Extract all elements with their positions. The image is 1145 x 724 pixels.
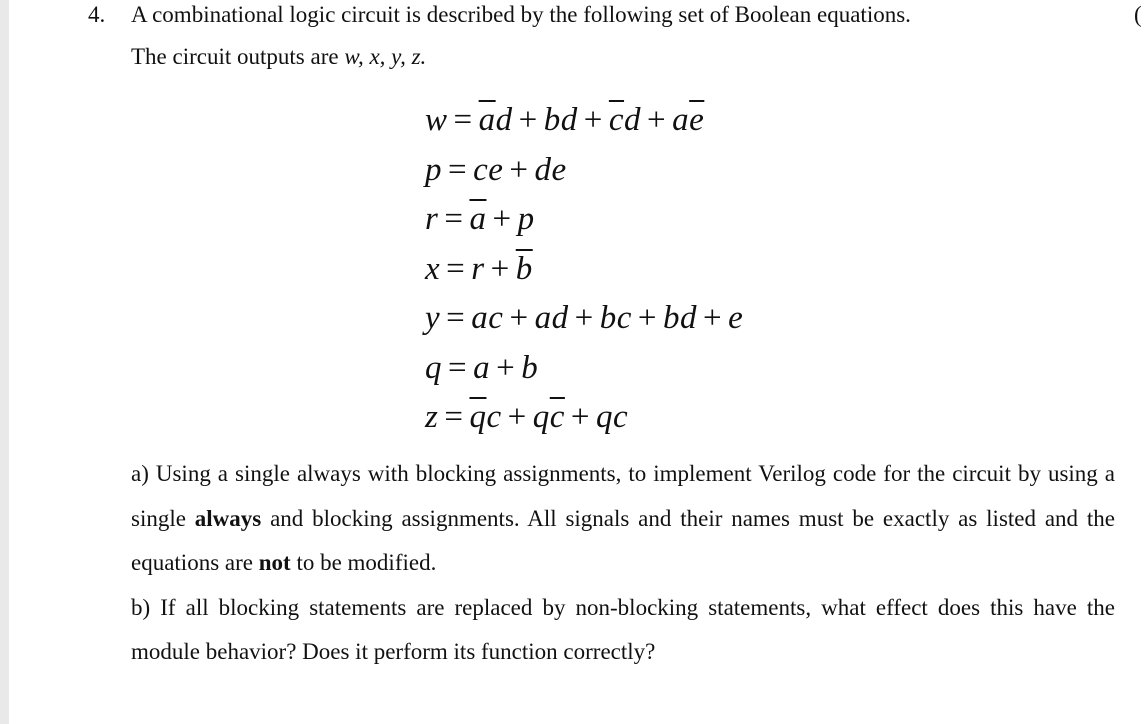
term: bd xyxy=(662,300,697,336)
term: ac xyxy=(471,300,504,336)
term: bc xyxy=(599,300,632,336)
term: a xyxy=(672,102,690,138)
part-a-bold-always: always xyxy=(194,505,262,531)
complemented-term: $\overline{c}$ xyxy=(549,399,565,435)
term: d xyxy=(495,102,513,138)
part-a xyxy=(131,452,1115,586)
equation-lhs: x xyxy=(425,250,441,287)
equals-sign: = xyxy=(446,250,466,287)
question-parts xyxy=(131,452,1115,675)
part-a-text1: a) Using a single always with blocking assignments, to implement Verilog code for the circuit by using a single xyxy=(131,461,1115,531)
question-outputs xyxy=(131,42,426,72)
part-a-bold-not: not xyxy=(258,550,291,575)
left-margin-rule xyxy=(0,0,9,724)
operator: + xyxy=(509,151,529,188)
operator: + xyxy=(509,300,529,336)
equals-sign: = xyxy=(444,201,464,237)
outputs-prefix: The circuit outputs are xyxy=(131,44,345,69)
complemented-term: $\overline{q}$ xyxy=(469,399,487,435)
complemented-term: $\overline{e}$ xyxy=(689,102,705,138)
operator: + xyxy=(637,300,657,336)
term: bd xyxy=(543,102,578,138)
complemented-term: $\overline{a}$ xyxy=(469,201,487,237)
term: de xyxy=(534,151,567,188)
equation-p xyxy=(425,146,743,196)
operator: + xyxy=(570,399,591,435)
equation-lhs: z xyxy=(425,399,439,435)
outputs-vars: w, x, y, z. xyxy=(344,44,427,69)
equation-q xyxy=(425,344,743,394)
equals-sign: = xyxy=(453,102,473,138)
term: a xyxy=(473,349,491,386)
equation-r xyxy=(425,195,743,245)
term: qc xyxy=(596,399,629,435)
equation-y xyxy=(425,294,743,344)
operator: + xyxy=(574,300,594,336)
term: r xyxy=(471,250,485,287)
part-a-text2: and blocking assignments. All signals and their names must be exactly as listed and the equations are xyxy=(131,505,1115,575)
equation-z xyxy=(425,393,743,443)
equation-block xyxy=(425,96,743,443)
equals-sign: = xyxy=(448,151,468,188)
operator: + xyxy=(496,349,516,386)
right-margin-marker: ( xyxy=(1134,2,1142,27)
equals-sign: = xyxy=(444,399,464,435)
equation-lhs: q xyxy=(425,349,442,386)
question-number: 4. xyxy=(88,2,106,27)
part-a-text3: to be modified. xyxy=(290,550,437,575)
equation-w xyxy=(425,96,743,146)
term: d xyxy=(624,102,642,138)
part-b: b) If all blocking statements are replaced by non-blocking statements, what effect does this have the module behavior? Does it perform its function correctly? xyxy=(131,594,1115,664)
equals-sign: = xyxy=(448,349,468,386)
term: q xyxy=(532,399,550,435)
equation-x xyxy=(425,245,743,295)
complemented-term: $\overline{c}$ xyxy=(608,102,625,138)
equation-lhs: w xyxy=(425,102,448,138)
term: p xyxy=(517,201,535,237)
operator: + xyxy=(490,250,510,287)
operator: + xyxy=(507,399,527,435)
term: c xyxy=(486,399,502,435)
operator: + xyxy=(492,201,512,237)
operator: + xyxy=(518,102,538,138)
equals-sign: = xyxy=(446,300,466,336)
equation-lhs: r xyxy=(425,201,439,237)
operator: + xyxy=(583,102,603,138)
question-intro: A combinational logic circuit is described by the following set of Boolean equations. xyxy=(131,2,911,27)
equation-lhs: p xyxy=(425,151,442,188)
operator: + xyxy=(702,300,723,336)
operator: + xyxy=(647,102,667,138)
term: ce xyxy=(473,151,504,188)
term: b xyxy=(521,349,539,386)
complemented-term: $\overline{b}$ xyxy=(515,250,533,287)
term: ad xyxy=(534,300,569,336)
equation-lhs: y xyxy=(425,300,441,336)
term: e xyxy=(728,300,744,336)
complemented-term: $\overline{a}$ xyxy=(478,102,496,138)
